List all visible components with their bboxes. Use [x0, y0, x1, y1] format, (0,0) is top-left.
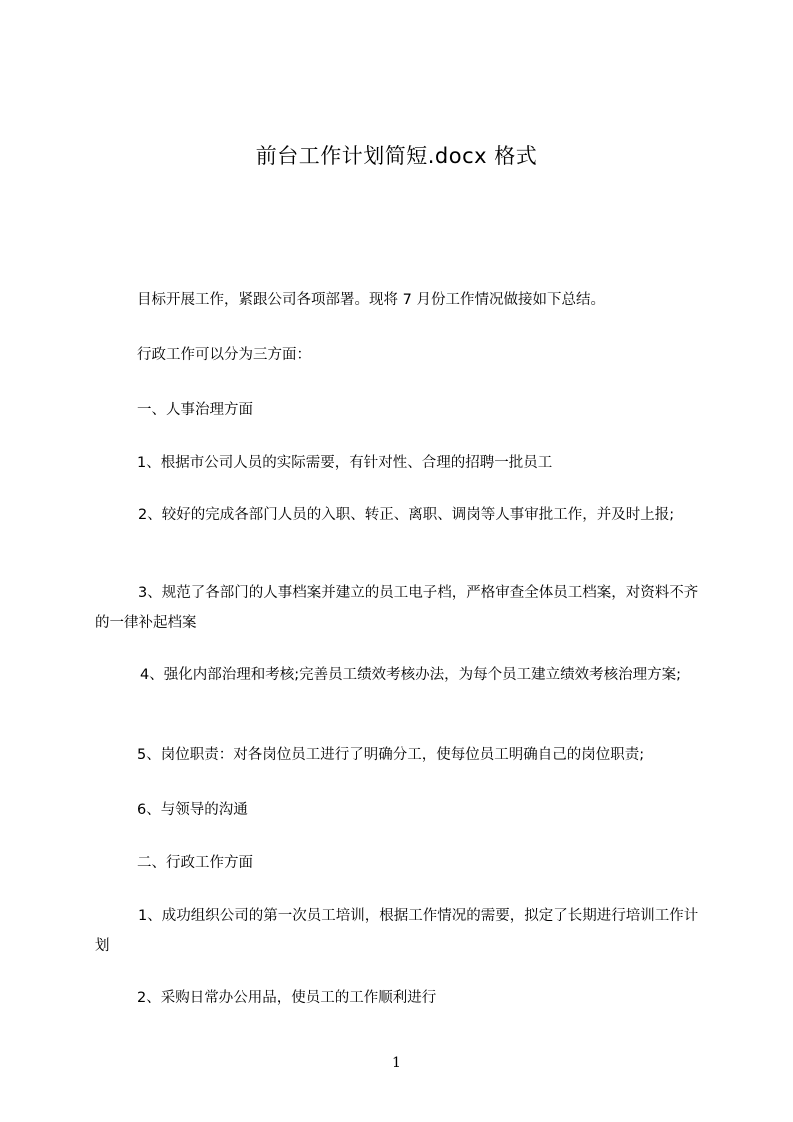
- document-title: 前台工作计划简短.docx 格式: [255, 144, 538, 168]
- paragraph-intro: 目标开展工作，紧跟公司各项部署。现将 7 月份工作情况做接如下总结。: [137, 292, 605, 308]
- page-number: 1: [392, 1055, 401, 1071]
- list-item-personnel-3: 3、规范了各部门的人事档案并建立的员工电子档，严格审查全体员工档案，对资料不齐的一律补起档案: [95, 585, 699, 631]
- list-item-personnel-6: 6、与领导的沟通: [137, 802, 248, 818]
- section-heading-personnel: 一、人事治理方面: [137, 402, 253, 418]
- list-item-personnel-5: 5、岗位职责：对各岗位员工进行了明确分工，使每位员工明确自己的岗位职责;: [137, 747, 645, 763]
- section-heading-admin: 二、行政工作方面: [137, 855, 253, 871]
- list-item-personnel-4: 4、强化内部治理和考核;完善员工绩效考核办法，为每个员工建立绩效考核治理方案;: [140, 667, 681, 683]
- list-item-admin-1: 1、成功组织公司的第一次员工培训，根据工作情况的需要，拟定了长期进行培训工作计划: [95, 908, 699, 954]
- list-item-personnel-2: 2、较好的完成各部门人员的入职、转正、离职、调岗等人事审批工作，并及时上报;: [138, 507, 675, 523]
- list-item-personnel-1: 1、根据市公司人员的实际需要，有针对性、合理的招聘一批员工: [137, 455, 553, 471]
- paragraph-admin-overview: 行政工作可以分为三方面：: [137, 347, 311, 363]
- list-item-admin-2: 2、采购日常办公用品，使员工的工作顺利进行: [137, 990, 437, 1006]
